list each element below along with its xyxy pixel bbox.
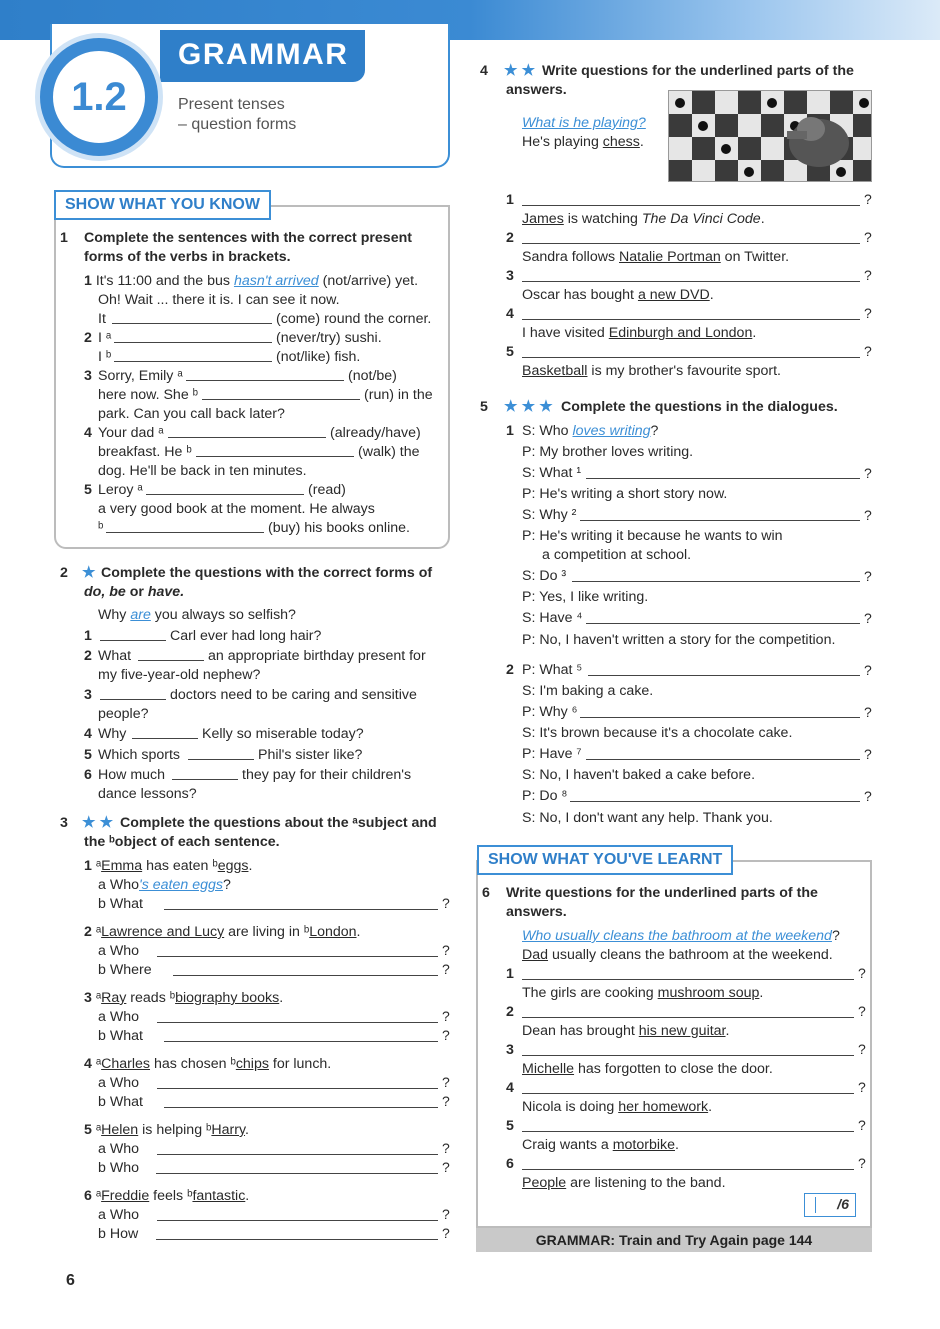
ex4-item-number: 2	[506, 230, 514, 246]
question-mark: ?	[442, 1008, 450, 1024]
ex1-item-number: 2	[84, 330, 92, 346]
ex1-text: (already/have)	[330, 425, 421, 441]
ex3-question-b: b What	[98, 1028, 143, 1044]
ex3-question-a: a Who	[98, 1075, 140, 1091]
dialogue-line: S: It's brown because it's a chocolate cake.	[522, 725, 793, 741]
dialogue-line: S: No, I haven't baked a cake before.	[522, 767, 756, 783]
answer-line[interactable]	[522, 1093, 854, 1094]
ex1-text: (run) in the	[364, 387, 433, 403]
ex6-answer: Craig wants a motorbike.	[522, 1137, 679, 1153]
answer-line[interactable]	[156, 1239, 438, 1240]
answer-line[interactable]	[157, 1022, 438, 1023]
ex2-text: How much	[98, 767, 166, 783]
question-mark: ?	[858, 1155, 866, 1171]
star-icon: ★ ★	[504, 62, 536, 79]
answer-line[interactable]	[157, 956, 438, 957]
ex2-item-number: 6	[84, 767, 92, 783]
ex1-text: ᵇ	[98, 520, 104, 536]
ex1-text: Leroy ᵃ	[98, 482, 143, 498]
ex2-number: 2	[60, 565, 68, 581]
ex1-text: Your dad ᵃ	[98, 425, 164, 441]
answer-line[interactable]	[572, 581, 860, 582]
ex4-instruction-1: Write questions for the underlined parts of the	[542, 63, 854, 79]
ex6-answer: Dean has brought his new guitar.	[522, 1023, 730, 1039]
ex1-text: (not/like) fish.	[276, 349, 361, 365]
ex2-text: they pay for their children's	[242, 767, 412, 783]
answer-line[interactable]	[138, 660, 204, 661]
ex3-sentence: 2 ᵃLawrence and Lucy are living in ᵇLondon.	[84, 924, 361, 940]
answer-line[interactable]	[196, 456, 354, 457]
ex4-instruction-2: answers.	[506, 82, 567, 98]
ex3-question-a: a Who	[98, 1207, 140, 1223]
ex6-answer: People are listening to the band.	[522, 1175, 726, 1191]
question-mark: ?	[442, 1027, 450, 1043]
ex2-item-number: 5	[84, 747, 92, 763]
ex3-number: 3	[60, 815, 68, 831]
answer-line[interactable]	[580, 520, 860, 521]
dialogue-line: P: Why ⁶	[522, 704, 578, 720]
ex6-answer: Michelle has forgotten to close the door.	[522, 1061, 773, 1077]
unit-number: 1.2	[71, 75, 127, 119]
answer-line[interactable]	[164, 1107, 438, 1108]
section-title-show-what-youve-learnt: SHOW WHAT YOU'VE LEARNT	[477, 845, 733, 875]
ex1-text: (not/be)	[348, 368, 397, 384]
answer-line[interactable]	[522, 1169, 854, 1170]
dialogue-line: S: What ¹	[522, 465, 582, 481]
ex4-item-number: 3	[506, 268, 514, 284]
dialogue-line: P: My brother loves writing.	[522, 444, 694, 460]
question-mark: ?	[442, 895, 450, 911]
ex1-text: here now. She ᵇ	[98, 387, 199, 403]
answer-line[interactable]	[172, 779, 238, 780]
ex1-text: dog. He'll be back in ten minutes.	[98, 463, 307, 479]
answer-line[interactable]	[522, 319, 860, 320]
question-mark: ?	[442, 1225, 450, 1241]
answer-line[interactable]	[164, 1041, 438, 1042]
ex6-answer: The girls are cooking mushroom soup.	[522, 985, 764, 1001]
dialogue-line: P: Have ⁷	[522, 746, 582, 762]
answer-line[interactable]	[522, 1017, 854, 1018]
answer-line[interactable]	[570, 801, 860, 802]
ex2-text: an appropriate birthday present for	[208, 648, 426, 664]
ex2-text: Kelly so miserable today?	[202, 726, 364, 742]
ex3-question-b: b What	[98, 1094, 143, 1110]
ex2-text: Which sports	[98, 747, 180, 763]
ex2-text: people?	[98, 706, 149, 722]
question-mark: ?	[442, 1140, 450, 1156]
question-mark: ?	[442, 942, 450, 958]
answer-line[interactable]	[100, 640, 166, 641]
question-mark: ?	[858, 1041, 866, 1057]
ex2-item-number: 3	[84, 687, 92, 703]
dialogue-line: P: He's writing it because he wants to win	[522, 528, 783, 544]
ex6-instruction-2: answers.	[506, 904, 567, 920]
subtitle-line-1: Present tenses	[178, 96, 285, 113]
ex4-item-number: 4	[506, 306, 514, 322]
ex3-question-b: b Where	[98, 962, 152, 978]
dialogue-line: P: Do ⁸	[522, 788, 568, 804]
answer-line[interactable]	[522, 1055, 854, 1056]
dialogue-line: P: No, I haven't written a story for the competition.	[522, 632, 836, 648]
ex1-instruction-1: Complete the sentences with the correct present	[84, 230, 412, 246]
answer-line[interactable]	[157, 1088, 438, 1089]
ex3-question-b: b How	[98, 1226, 139, 1242]
ex4-example-answer: He's playing chess.	[522, 134, 644, 150]
answer-line[interactable]	[522, 1131, 854, 1132]
ex6-item-number: 4	[506, 1080, 514, 1096]
ex4-answer: Sandra follows Natalie Portman on Twitter.	[522, 249, 790, 265]
ex1-text: a very good book at the moment. He always	[98, 501, 375, 517]
ex2-instruction-1: Complete the questions with the correct forms of	[101, 565, 433, 581]
ex4-answer: Oscar has bought a new DVD.	[522, 287, 714, 303]
ex1-text: It	[98, 311, 106, 327]
question-mark: ?	[442, 1159, 450, 1175]
dialogue-line: P: He's writing a short story now.	[522, 486, 728, 502]
ex1-text: I ᵃ	[98, 330, 112, 346]
ex1-item-number: 5	[84, 482, 92, 498]
ex3-sentence: 3 ᵃRay reads ᵇbiography books.	[84, 990, 284, 1006]
question-mark: ?	[858, 965, 866, 981]
answer-line[interactable]	[164, 909, 438, 910]
ex1-item-1: 1 It's 11:00 and the bus hasn't arrived (not/arrive) yet.	[84, 273, 419, 289]
question-mark: ?	[864, 229, 872, 245]
ex3-sentence: 6 ᵃFreddie feels ᵇfantastic.	[84, 1188, 250, 1204]
answer-line[interactable]	[580, 717, 860, 718]
answer-line[interactable]	[522, 243, 860, 244]
answer-line[interactable]	[132, 738, 198, 739]
answer-line[interactable]	[114, 361, 272, 362]
answer-line[interactable]	[186, 380, 344, 381]
question-mark: ?	[442, 1093, 450, 1109]
ex6-instruction-1: Write questions for the underlined parts of the	[506, 885, 818, 901]
dialogue-line: S: Do ³	[522, 568, 567, 584]
ex1-instruction-2: forms of the verbs in brackets.	[84, 249, 291, 265]
answer-line[interactable]	[522, 357, 860, 358]
question-mark: ?	[858, 1003, 866, 1019]
ex3-question-a: a Who's eaten eggs?	[98, 877, 231, 893]
answer-line[interactable]	[522, 281, 860, 282]
dialogue-line: S: Who loves writing?	[522, 423, 659, 439]
ex1-item-number: 3	[84, 368, 92, 384]
ex3-question-a: a Who	[98, 1009, 140, 1025]
ex1-text: (walk) the	[358, 444, 420, 460]
ex6-answer: Nicola is doing her homework.	[522, 1099, 713, 1115]
dialogue-number: 1	[506, 423, 514, 439]
ex2-item-number: 2	[84, 648, 92, 664]
answer-line[interactable]	[146, 494, 304, 495]
page-number: 6	[66, 1272, 75, 1289]
ex2-example: Why are you always so selfish?	[98, 607, 296, 623]
ex3-question-a: a Who	[98, 1141, 140, 1157]
answer-line[interactable]	[156, 1173, 438, 1174]
answer-line[interactable]	[586, 759, 860, 760]
answer-line[interactable]	[157, 1154, 438, 1155]
question-mark: ?	[442, 1074, 450, 1090]
ex3-sentence: 5 ᵃHelen is helping ᵇHarry.	[84, 1122, 249, 1138]
answer-line[interactable]	[588, 675, 860, 676]
dialogue-line: P: What ⁵	[522, 662, 583, 678]
dialogue-line: S: I'm baking a cake.	[522, 683, 654, 699]
ex2-text: dance lessons?	[98, 786, 197, 802]
ex2-item-number: 1	[84, 628, 92, 644]
ex3-instruction-2: the ᵇobject of each sentence.	[84, 834, 280, 850]
ex4-example-question: What is he playing?	[522, 115, 646, 131]
ex1-number: 1	[60, 230, 68, 246]
subtitle-line-2: – question forms	[178, 116, 297, 133]
question-mark: ?	[864, 305, 872, 321]
question-mark: ?	[442, 1206, 450, 1222]
answer-line[interactable]	[114, 342, 272, 343]
score-box: /6	[804, 1193, 856, 1217]
answer-line[interactable]	[586, 623, 860, 624]
ex2-text: doctors need to be caring and sensitive	[170, 687, 417, 703]
ex1-text: (never/try) sushi.	[276, 330, 382, 346]
answer-line[interactable]	[202, 399, 360, 400]
chess-photo	[668, 90, 872, 182]
ex6-example-question: Who usually cleans the bathroom at the weekend?	[522, 928, 840, 944]
ex6-item-number: 3	[506, 1042, 514, 1058]
ex1-text: breakfast. He ᵇ	[98, 444, 192, 460]
answer-line[interactable]	[112, 323, 272, 324]
star-icon: ★ ★ ★	[504, 398, 553, 415]
ex2-text: Carl ever had long hair?	[170, 628, 322, 644]
grammar-title: GRAMMAR	[160, 30, 365, 82]
ex3-question-b: b Who	[98, 1160, 140, 1176]
answer-line[interactable]	[157, 1220, 438, 1221]
ex6-example-answer: Dad usually cleans the bathroom at the weekend.	[522, 947, 833, 963]
ex4-item-number: 1	[506, 192, 514, 208]
ex5-number: 5	[480, 399, 488, 415]
answer-line[interactable]	[100, 699, 166, 700]
ex3-sentence: 4 ᵃCharles has chosen ᵇchips for lunch.	[84, 1056, 332, 1072]
ex2-text: Phil's sister like?	[258, 747, 363, 763]
answer-line[interactable]	[586, 478, 860, 479]
question-mark: ?	[864, 343, 872, 359]
ex6-item-number: 1	[506, 966, 514, 982]
section-title-show-what-you-know: SHOW WHAT YOU KNOW	[54, 190, 271, 220]
ex1-item-number: 4	[84, 425, 92, 441]
ex4-answer: I have visited Edinburgh and London.	[522, 325, 757, 341]
answer-line[interactable]	[188, 759, 254, 760]
ex3-sentence: 1 ᵃEmma has eaten ᵇeggs.	[84, 858, 253, 874]
question-mark: ?	[864, 267, 872, 283]
ex1-text: park. Can you call back later?	[98, 406, 285, 422]
question-mark: ?	[858, 1117, 866, 1133]
answer-line[interactable]	[168, 437, 326, 438]
answer-line[interactable]	[522, 205, 860, 206]
ex1-text: (come) round the corner.	[276, 311, 432, 327]
ex3-instruction-1: Complete the questions about the ᵃsubject and	[120, 815, 437, 831]
star-icon: ★	[82, 564, 96, 581]
dialogue-line: S: Have ⁴	[522, 610, 583, 626]
ex1-text: (buy) his books online.	[268, 520, 410, 536]
dialogue-line: a competition at school.	[542, 547, 692, 563]
ex2-instruction-2: do, be or have.	[84, 584, 185, 600]
star-icon: ★ ★	[82, 814, 114, 831]
dialogue-number: 2	[506, 662, 514, 678]
ex2-text: Why	[98, 726, 127, 742]
ex4-answer: James is watching The Da Vinci Code.	[522, 211, 765, 227]
dialogue-line: S: No, I don't want any help. Thank you.	[522, 810, 773, 826]
ex4-number: 4	[480, 63, 488, 79]
question-mark: ?	[858, 1079, 866, 1095]
ex2-item-number: 4	[84, 726, 92, 742]
ex1-text: (read)	[308, 482, 346, 498]
ex1-text: I ᵇ	[98, 349, 112, 365]
ex2-text: my five-year-old nephew?	[98, 667, 261, 683]
answer-line[interactable]	[106, 532, 264, 533]
ex4-answer: Basketball is my brother's favourite sport.	[522, 363, 781, 379]
ex3-question-b: b What	[98, 896, 143, 912]
ex6-item-number: 6	[506, 1156, 514, 1172]
footer-reference: GRAMMAR: Train and Try Again page 144	[476, 1228, 872, 1252]
question-mark: ?	[864, 191, 872, 207]
question-mark: ?	[442, 961, 450, 977]
ex1-text: Oh! Wait ... there it is. I can see it now.	[98, 292, 340, 308]
answer-line[interactable]	[522, 979, 854, 980]
ex6-item-number: 2	[506, 1004, 514, 1020]
ex5-instruction: Complete the questions in the dialogues.	[561, 399, 838, 415]
ex1-text: Sorry, Emily ᵃ	[98, 368, 183, 384]
ex4-item-number: 5	[506, 344, 514, 360]
ex6-item-number: 5	[506, 1118, 514, 1134]
dialogue-line: S: Why ²	[522, 507, 577, 523]
ex2-text: What	[98, 648, 132, 664]
ex3-question-a: a Who	[98, 943, 140, 959]
dialogue-line: P: Yes, I like writing.	[522, 589, 649, 605]
answer-line[interactable]	[173, 975, 438, 976]
ex6-number: 6	[482, 885, 490, 901]
